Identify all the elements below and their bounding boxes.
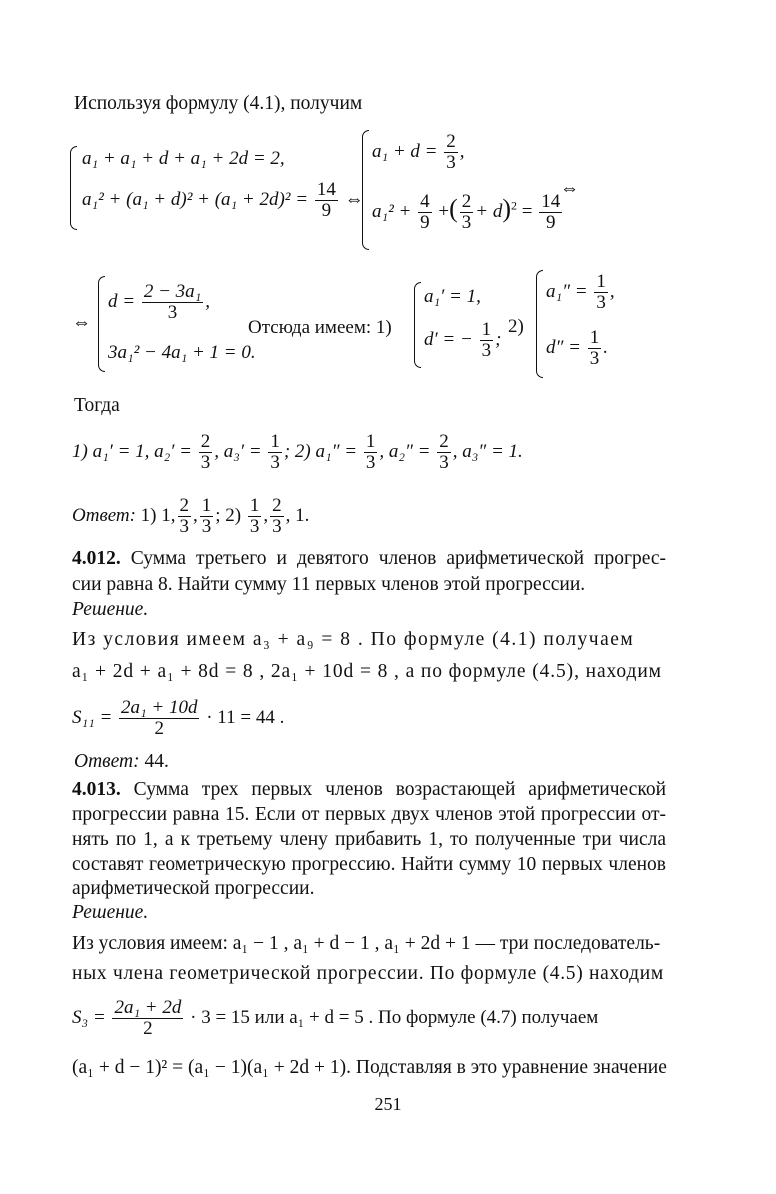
case2-a: a₁″ = $\frac{1}{3}$ , [546, 271, 615, 313]
system3-eq2: 3a₁² − 4a₁ + 1 = 0. [108, 342, 256, 363]
solution-4-012-line2: a₁ + 2d + a₁ + 8d = 8 , 2a₁ + 10d = 8 , а по формуле (4.5), находим [72, 661, 662, 682]
problem-4-013-line4: составят геометрическую прогрессию. Найти сумму 10 первых членов [72, 854, 666, 875]
solution-4-013-line1: Из условия имеем: a₁ − 1 , a₁ + d − 1 , a₁ + 2d + 1 — три последователь- [72, 933, 661, 954]
system1-eq1: a₁ + a₁ + d + a₁ + 2d = 2, [82, 148, 285, 169]
system2-arrow: ⇔ [560, 178, 579, 199]
brace-case-2 [536, 270, 543, 378]
s11-formula: S₁₁ = $\frac{\text{2a₁ + 10d}}{2}$ · 11 = 44 . [72, 697, 285, 739]
problem-4-013-line5: арифметической прогрессии. [72, 878, 315, 899]
problem-4-013-line3: нять по 1, а к третьему члену прибавить 1, то полученные три числа [72, 829, 666, 850]
solution-label-4-013: Решение. [72, 902, 149, 923]
problem-4-012-line2: сии равна 8. Найти сумму 11 первых членов этой прогрессии. [72, 574, 586, 595]
brace-left-1 [70, 146, 77, 230]
intro-line: Используя формулу (4.1), получим [74, 93, 363, 114]
then-line: 1) a₁′ = 1, a₂′ = $\frac{2}{3}$ , a₃′ = $\frac{1}{3}$ ; 2) a₁″ = $\frac{1}{3}$ , a₂″ = $\frac{2}{3}$ , a₃″ = 1. [72, 431, 523, 473]
case1-d: d′ = − $\frac{1}{3}$ ; [424, 319, 502, 361]
then-word: Тогда [74, 395, 120, 416]
brace-case-1 [414, 282, 421, 368]
answer-4-012: Ответ: 44. [74, 751, 169, 772]
s3-formula: S₃ = $\frac{\text{2a₁ + 2d}}{2}$ · 3 = 15 или a₁ + d = 5 . По формуле (4.7) получаем [72, 997, 599, 1039]
case1-a: a₁′ = 1, [424, 286, 481, 307]
system2-eq2: a₁² + $\frac{4}{9}$ +( $\frac{2}{3}$ + d)$^2$ = $\frac{14}{9}$ [372, 191, 561, 233]
system3-arrow: ⇔ [72, 312, 91, 333]
case2-label: 2) [508, 316, 524, 337]
brace-left-3 [98, 276, 105, 372]
brace-left-2 [362, 130, 369, 250]
solution-4-013-line2: ных члена геометрической прогрессии. По формуле (4.5) находим [72, 963, 664, 984]
problem-4-012-line1: 4.012. Сумма третьего и девятого членов арифметической прогрес- [72, 548, 666, 569]
problem-4-013-line1: 4.013. Сумма трех первых членов возрастающей арифметической [72, 779, 667, 800]
problem-4-013-line2: прогрессии равна 15. Если от первых двух членов этой прогрессии от- [72, 804, 666, 825]
case2-d: d″ = $\frac{1}{3}$ . [546, 327, 608, 369]
page-number: 251 [374, 1094, 402, 1114]
system1-eq2: a₁² + (a₁ + d)² + (a₁ + 2d)² = $\frac{14}{9}$ ⇔ [82, 179, 364, 221]
system2-eq1: a₁ + d = $\frac{2}{3}$ , [372, 131, 465, 173]
solution-4-012-line1: Из условия имеем a₃ + a₉ = 8 . По формуле (4.1) получаем [72, 629, 635, 650]
answer-1: Ответ: 1) 1, $\frac{2}{3}$ , $\frac{1}{3}$ ; 2) $\frac{1}{3}$ , $\frac{2}{3}$ , 1. [72, 495, 310, 537]
hence-text: Отсюда имеем: 1) [248, 317, 392, 338]
solution-4-013-last-line: (a₁ + d − 1)² = (a₁ − 1)(a₁ + 2d + 1). Подставляя в это уравнение значение [72, 1057, 667, 1078]
solution-label-4-012: Решение. [72, 599, 149, 620]
system3-eq1: d = $\frac{\text{2 − 3a₁}}{3}$ , [108, 281, 211, 323]
